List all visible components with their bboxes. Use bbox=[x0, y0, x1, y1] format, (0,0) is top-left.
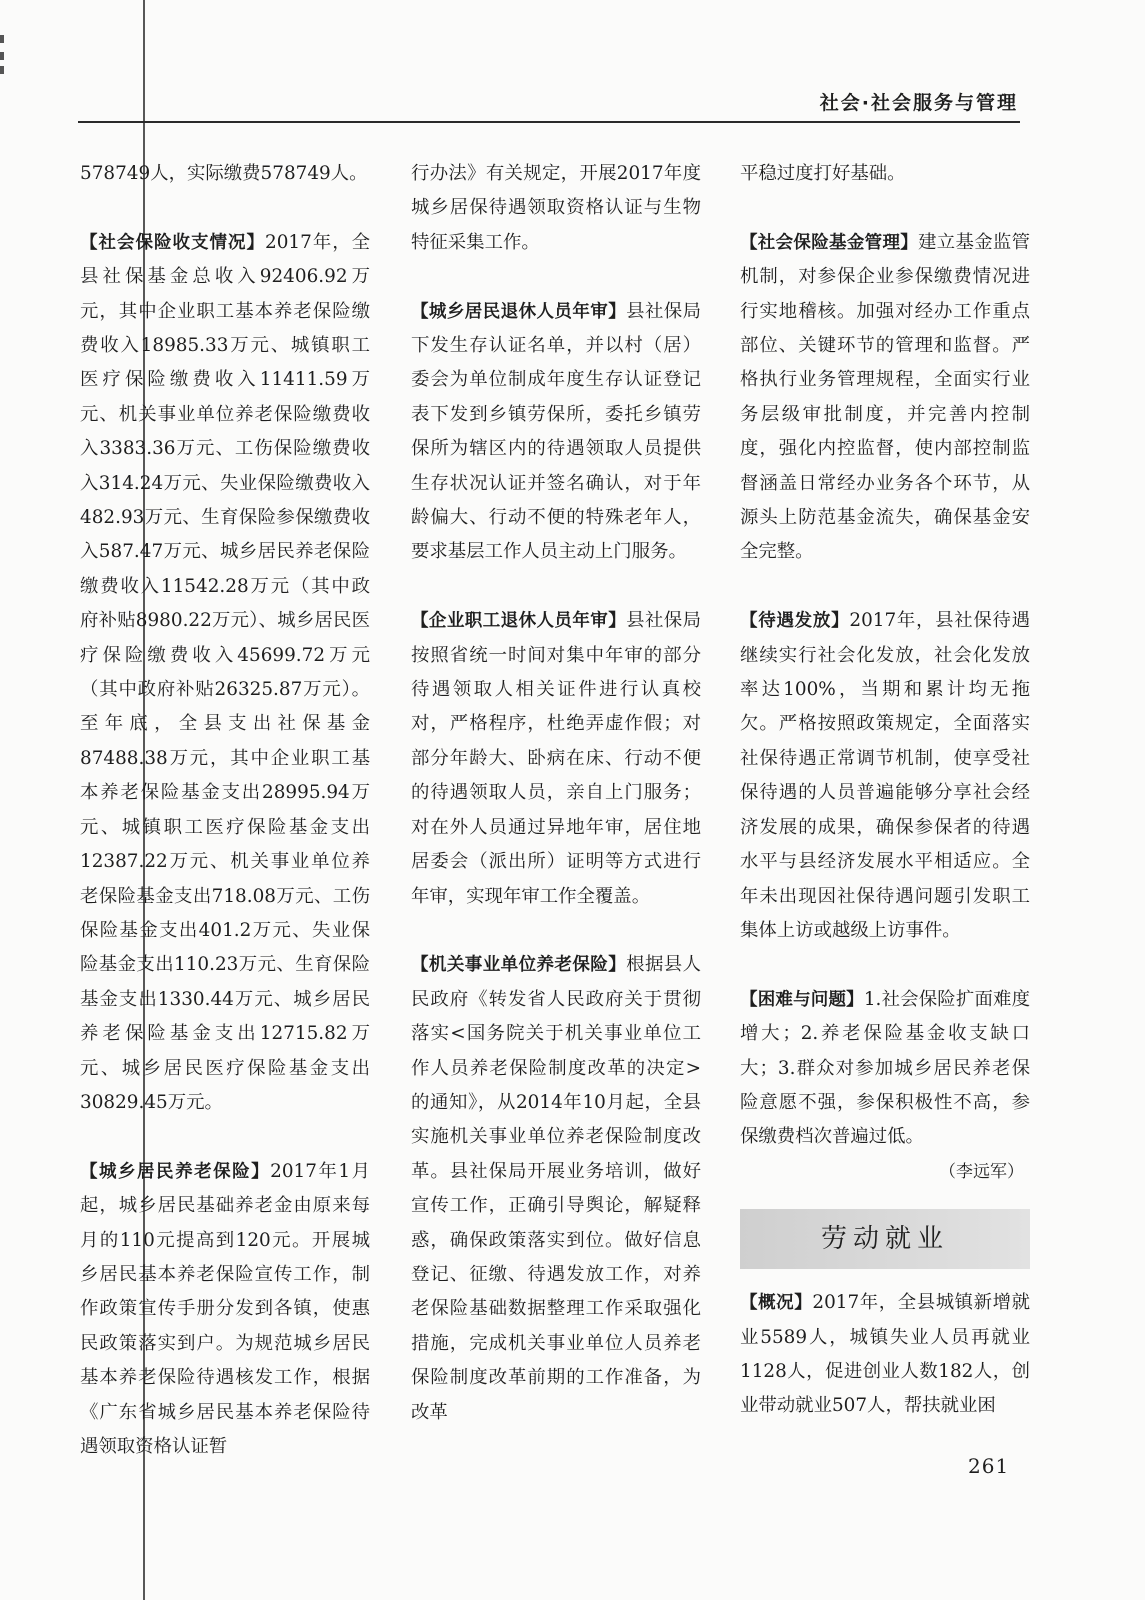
paragraph: 【概况】2017年，全县城镇新增就业5589人，城镇失业人员再就业1128人，促进创业人数182人，创业带动就业507人，帮扶就业困 bbox=[740, 1292, 1031, 1417]
page-edge-mark bbox=[0, 66, 4, 74]
author-credit: （李远军） bbox=[939, 1161, 1024, 1182]
section-heading: 【企业职工退休人员年审】 bbox=[411, 611, 627, 632]
paragraph: 【社会保险基金管理】建立基金监管机制，对参保企业参保缴费情况进行实地稽核。加强对经办工作重点部位、关键环节的管理和监督。严格执行业务管理规程，全面实行业务层级审批制度，并完善内控制度，强化内控监督，使内部控制监督涵盖日常经办业务各个环节，从源头上防范基金流失，确保基金安全完整。 bbox=[740, 231, 1030, 563]
section-heading: 【社会保险基金管理】 bbox=[740, 232, 919, 253]
section-title-banner: 劳动就业 bbox=[740, 1209, 1030, 1269]
paragraph: 【待遇发放】2017年，县社保待遇继续实行社会化发放，社会化发放率达100%，当期和累计均无拖欠。严格按照政策规定，全面落实社保待遇正常调节机制，使享受社保待遇的人员普遍能够分享社会经济发展的成果，确保参保者的待遇水平与县经济发展水平相适应。全年未出现因社保待遇问题引发职工集体上访或越级上访事件。 bbox=[740, 610, 1031, 941]
paragraph: 【城乡居民养老保险】2017年1月起，城乡居民基础养老金由原来每月的110元提高到120元。开展城乡居民基本养老保险宣传工作，制作政策宣传手册分发到各镇，使惠民政策落实到户。为规范城乡居民基本养老保险待遇核发工作，根据《广东省城乡居民基本养老保险待遇领取资格认证暂 bbox=[80, 1160, 370, 1457]
section-heading: 【城乡居民退休人员年审】 bbox=[411, 301, 627, 322]
page-number: 261 bbox=[968, 1454, 1010, 1478]
section-heading: 【概况】 bbox=[740, 1293, 813, 1314]
section-heading: 【城乡居民养老保险】 bbox=[80, 1161, 271, 1182]
paragraph: 【企业职工退休人员年审】县社保局按照省统一时间对集中年审的部分待遇领取人相关证件进行认真校对，严格程序，杜绝弄虚作假；对部分年龄大、卧病在床、行动不便的待遇领取人员，亲自上门服务；对在外人员通过异地年审，居住地居委会（派出所）证明等方式进行年审，实现年审工作全覆盖。 bbox=[411, 610, 701, 907]
paragraph: 【困难与问题】1.社会保险扩面难度增大；2.养老保险基金收支缺口大；3.群众对参加城乡居民养老保险意愿不强，参保积极性不高，参保缴费档次普遍过低。 bbox=[740, 988, 1031, 1148]
running-header: 社会·社会服务与管理 bbox=[819, 92, 1018, 114]
section-heading: 【困难与问题】 bbox=[740, 989, 864, 1010]
column-3 bbox=[740, 157, 1030, 1424]
paragraph: 平稳过度打好基础。 bbox=[740, 163, 906, 184]
section-heading: 【社会保险收支情况】 bbox=[80, 232, 266, 253]
paragraph: 【机关事业单位养老保险】根据县人民政府《转发省人民政府关于贯彻落实<国务院关于机关事业单位工作人员养老保险制度改革的决定>的通知》，从2014年10月起，全县实施机关事业单位养老保险制度改革。县社保局开展业务培训，做好宣传工作，正确引导舆论，解疑释惑，确保政策落实到位。做好信息登记、征缴、待遇发放工作，对养老保险基础数据整理工作采取强化措施，完成机关事业单位人员养老保险制度改革前期的工作准备，为改革 bbox=[411, 954, 701, 1423]
paragraph: 【城乡居民退休人员年审】县社保局下发生存认证名单，并以村（居）委会为单位制成年度生存认证登记表下发到乡镇劳保所，委托乡镇劳保所为辖区内的待遇领取人员提供生存状况认证并签名确认，对于年龄偏大、行动不便的特殊老年人，要求基层工作人员主动上门服务。 bbox=[411, 300, 701, 563]
section-heading: 【待遇发放】 bbox=[740, 611, 850, 632]
page-edge-mark bbox=[0, 52, 4, 60]
paragraph: 578749人，实际缴费578749人。 bbox=[80, 163, 368, 184]
column-1 bbox=[80, 157, 370, 1464]
column-2 bbox=[411, 157, 701, 1430]
header-rule bbox=[78, 121, 1020, 123]
section-heading: 【机关事业单位养老保险】 bbox=[411, 955, 627, 976]
page-edge-mark bbox=[0, 35, 4, 43]
paragraph: 【社会保险收支情况】2017年，全县社保基金总收入92406.92万元，其中企业职工基本养老保险缴费收入18985.33万元、城镇职工医疗保险缴费收入11411.59万元、机关事业单位养老保险缴费收入3383.36万元、工伤保险缴费收入314.24万元、失业保险缴费收入482.93万元、生育保险参保缴费收入587.47万元、城乡居民养老保险缴费收入11542.28万元（其中政府补贴8980.22万元）、城乡居民医疗保险缴费收入45699.72万元（其中政府补贴26325.87万元）。至年底，全县支出社保基金87488.38万元，其中企业职工基本养老保险基金支出28995.94万元、城镇职工医疗保险基金支出12387.22万元、机关事业单位养老保险基金支出718.08万元、工伤保险基金支出401.2万元、失业保险基金支出110.23万元、生育保险基金支出1330.44万元、城乡居民养老保险基金支出12715.82万元、城乡居民医疗保险基金支出30829.45万元。 bbox=[80, 231, 370, 1113]
paragraph: 行办法》有关规定，开展2017年度城乡居保待遇领取资格认证与生物特征采集工作。 bbox=[411, 163, 701, 253]
